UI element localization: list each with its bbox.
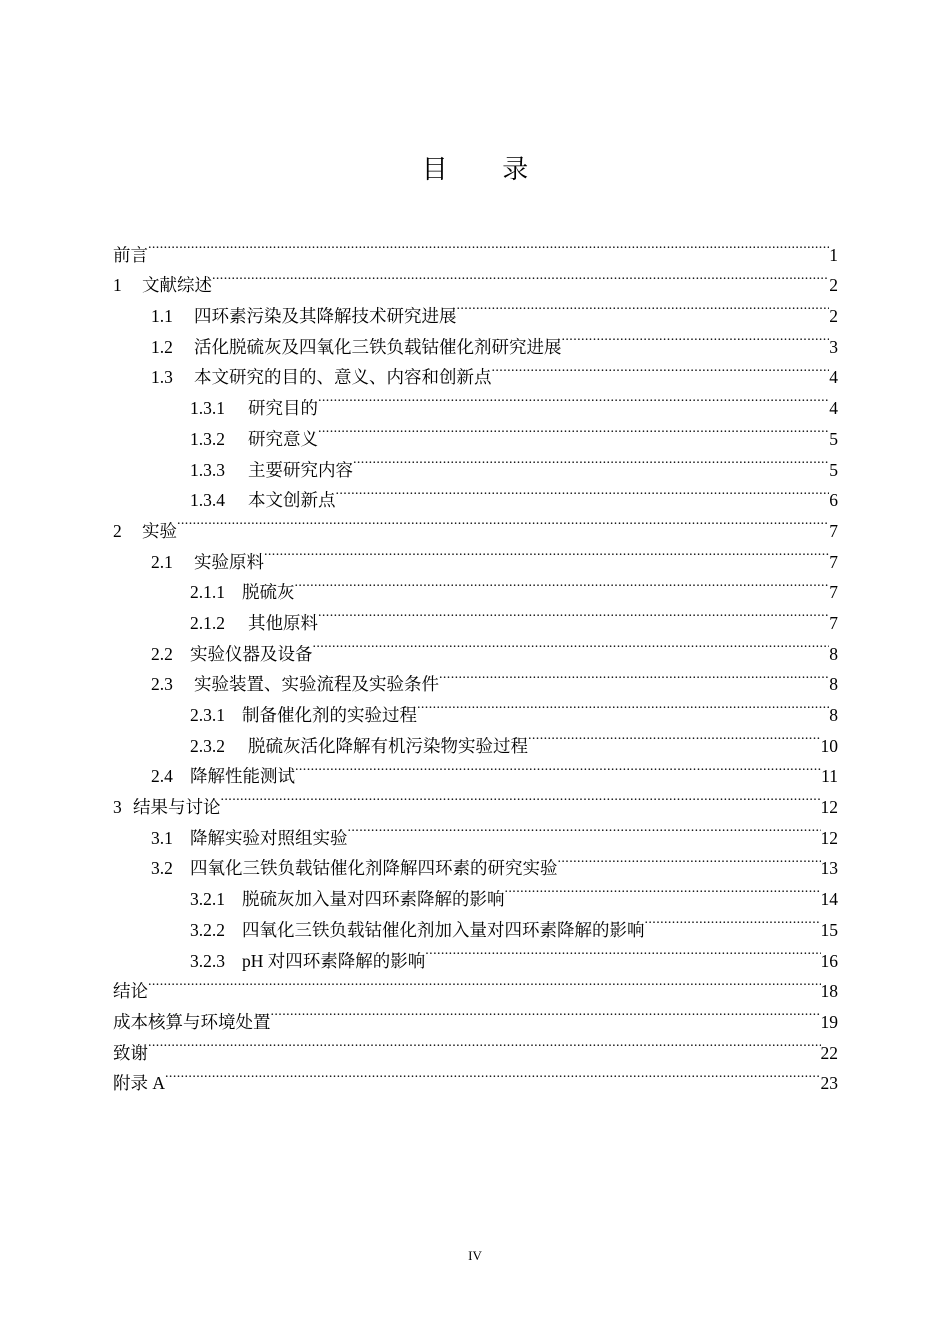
toc-page-number: 4 bbox=[829, 398, 838, 419]
toc-entry-number: 2.4 bbox=[151, 766, 173, 787]
toc-entry-chapter-1[interactable] bbox=[113, 261, 838, 296]
toc-page-number: 16 bbox=[820, 950, 838, 971]
toc-page-number: 15 bbox=[820, 919, 838, 940]
toc-entry-number: 2.2 bbox=[151, 643, 173, 664]
toc-dot-leader bbox=[165, 1059, 820, 1090]
toc-page-number: 23 bbox=[820, 1073, 838, 1094]
toc-page-number: 14 bbox=[820, 889, 838, 910]
toc-dot-leader bbox=[457, 291, 830, 322]
toc-entry-text: 活化脱硫灰及四氧化三铁负载钴催化剂研究进展 bbox=[194, 336, 562, 357]
toc-page-number: 7 bbox=[829, 520, 838, 541]
toc-entry-text: 致谢 bbox=[113, 1042, 148, 1063]
toc-dot-leader bbox=[439, 660, 829, 691]
toc-entry-text: 脱硫灰加入量对四环素降解的影响 bbox=[242, 889, 505, 910]
toc-entry-number: 1.3.3 bbox=[190, 459, 225, 480]
toc-dot-leader bbox=[645, 905, 821, 936]
toc-entry-number: 1.2 bbox=[151, 336, 173, 357]
toc-entry-chapter-2[interactable] bbox=[113, 506, 838, 541]
toc-entry-text: 四氧化三铁负载钴催化剂降解四环素的研究实验 bbox=[190, 858, 558, 879]
toc-dot-leader bbox=[353, 445, 829, 476]
toc-page-number: 1 bbox=[829, 244, 838, 265]
toc-dot-leader bbox=[562, 322, 830, 353]
toc-dot-leader bbox=[295, 752, 821, 783]
toc-entry-number: 1.3.2 bbox=[190, 428, 225, 449]
page-footer bbox=[0, 1247, 950, 1265]
toc-dot-leader bbox=[492, 353, 830, 384]
toc-entry-text: 制备催化剂的实验过程 bbox=[242, 705, 417, 725]
toc-dot-leader bbox=[318, 414, 829, 445]
toc-page-number: 12 bbox=[820, 827, 838, 848]
toc-entry-preface[interactable] bbox=[113, 230, 838, 265]
toc-page-number: 8 bbox=[829, 705, 838, 725]
toc-entry-text: 研究意义 bbox=[248, 428, 318, 449]
toc-entry-text: 成本核算与环境处置 bbox=[113, 1011, 271, 1032]
toc-page-number: 2 bbox=[829, 275, 838, 296]
toc-entry-text: 本文研究的目的、意义、内容和创新点 bbox=[194, 367, 492, 388]
toc-page-number: 5 bbox=[829, 459, 838, 480]
table-of-contents bbox=[113, 230, 838, 1094]
toc-dot-leader bbox=[417, 690, 829, 721]
toc-entry-number: 3 bbox=[113, 797, 122, 818]
toc-heading: 目 录 bbox=[421, 155, 553, 184]
footer-page-number: IV bbox=[468, 1248, 482, 1263]
toc-page-number: 18 bbox=[820, 981, 838, 1002]
toc-page-number: 7 bbox=[829, 582, 838, 603]
toc-entry-text: 附录 A bbox=[113, 1073, 166, 1094]
toc-entry-number: 1 bbox=[113, 275, 122, 296]
toc-entry-text: 文献综述 bbox=[142, 275, 212, 296]
toc-entry-number: 2.1.1 bbox=[190, 582, 225, 603]
toc-entry-number: 3.2 bbox=[151, 858, 173, 879]
toc-page-number: 5 bbox=[829, 428, 838, 449]
toc-entry-text: 实验原料 bbox=[194, 551, 264, 572]
toc-entry-text: 前言 bbox=[113, 244, 148, 265]
toc-entry-1-1[interactable] bbox=[113, 291, 838, 327]
toc-page-number: 4 bbox=[829, 367, 838, 388]
toc-dot-leader bbox=[221, 782, 821, 813]
toc-page-number: 12 bbox=[820, 797, 838, 818]
toc-entry-number: 3.2.2 bbox=[190, 919, 225, 940]
toc-entry-text: 脱硫灰 bbox=[242, 582, 295, 603]
toc-entry-number: 2 bbox=[113, 520, 122, 541]
toc-dot-leader bbox=[264, 537, 829, 568]
toc-dot-leader bbox=[528, 721, 821, 752]
toc-entry-number: 2.3.2 bbox=[190, 735, 225, 756]
toc-dot-leader bbox=[271, 997, 821, 1028]
toc-page-number: 7 bbox=[829, 612, 838, 633]
toc-dot-leader bbox=[295, 568, 830, 599]
toc-dot-leader bbox=[318, 598, 829, 629]
toc-entry-number: 2.3.1 bbox=[190, 705, 225, 725]
toc-dot-leader bbox=[348, 813, 821, 844]
toc-page-number: 10 bbox=[820, 735, 838, 756]
toc-page-number: 6 bbox=[829, 490, 838, 511]
toc-entry-text: 四氧化三铁负载钴催化剂加入量对四环素降解的影响 bbox=[242, 919, 645, 940]
toc-entry-cost-accounting[interactable] bbox=[113, 997, 838, 1032]
toc-entry-text: 四环素污染及其降解技术研究进展 bbox=[194, 306, 457, 327]
toc-entry-text: 本文创新点 bbox=[248, 490, 336, 511]
toc-entry-text: 结论 bbox=[113, 981, 148, 1002]
toc-entry-text: 实验装置、实验流程及实验条件 bbox=[194, 674, 439, 695]
toc-dot-leader bbox=[148, 967, 821, 998]
toc-entry-number: 3.2.3 bbox=[190, 950, 225, 971]
toc-entry-number: 1.3 bbox=[151, 367, 173, 388]
toc-entry-number: 1.3.1 bbox=[190, 398, 225, 419]
toc-entry-number: 2.1 bbox=[151, 551, 173, 572]
toc-page-number: 8 bbox=[829, 674, 838, 695]
toc-dot-leader bbox=[425, 936, 820, 967]
toc-dot-leader bbox=[148, 230, 829, 261]
toc-page-number: 13 bbox=[820, 858, 838, 879]
toc-entry-text: 实验 bbox=[142, 520, 177, 541]
toc-dot-leader bbox=[558, 844, 821, 875]
toc-entry-text: 降解实验对照组实验 bbox=[190, 827, 348, 848]
toc-entry-number: 2.1.2 bbox=[190, 612, 225, 633]
page-title bbox=[0, 150, 950, 190]
toc-dot-leader bbox=[148, 1028, 821, 1059]
toc-entry-number: 3.2.1 bbox=[190, 889, 225, 910]
toc-entry-text: 降解性能测试 bbox=[190, 766, 295, 787]
toc-dot-leader bbox=[318, 383, 829, 414]
toc-entry-acknowledgements[interactable] bbox=[113, 1028, 838, 1063]
toc-dot-leader bbox=[212, 261, 829, 292]
toc-entry-text: 研究目的 bbox=[248, 398, 318, 419]
toc-entry-text: 结果与讨论 bbox=[133, 797, 221, 818]
toc-page-number: 19 bbox=[820, 1011, 838, 1032]
toc-page-number: 7 bbox=[829, 551, 838, 572]
toc-entry-text: 脱硫灰活化降解有机污染物实验过程 bbox=[248, 735, 528, 756]
toc-entry-text: pH 对四环素降解的影响 bbox=[242, 950, 426, 971]
toc-page-number: 8 bbox=[829, 643, 838, 664]
toc-entry-number: 2.3 bbox=[151, 674, 173, 695]
toc-entry-text: 其他原料 bbox=[248, 612, 318, 633]
toc-entry-2-1[interactable] bbox=[113, 537, 838, 572]
toc-entry-text: 主要研究内容 bbox=[248, 459, 353, 480]
toc-entry-appendix-a[interactable] bbox=[113, 1059, 838, 1094]
toc-entry-chapter-3[interactable] bbox=[113, 782, 838, 818]
toc-entry-conclusion[interactable] bbox=[113, 967, 838, 1002]
toc-entry-number: 1.3.4 bbox=[190, 490, 225, 511]
toc-page-number: 3 bbox=[829, 336, 838, 357]
toc-entry-text: 实验仪器及设备 bbox=[190, 643, 313, 664]
toc-dot-leader bbox=[177, 506, 829, 537]
toc-page-number: 11 bbox=[821, 766, 838, 787]
toc-page-number: 22 bbox=[820, 1042, 838, 1063]
toc-page-number: 2 bbox=[829, 306, 838, 327]
toc-dot-leader bbox=[313, 629, 830, 660]
toc-dot-leader bbox=[336, 476, 830, 507]
toc-dot-leader bbox=[505, 874, 821, 905]
toc-entry-number: 3.1 bbox=[151, 827, 173, 848]
toc-entry-number: 1.1 bbox=[151, 306, 173, 327]
toc-entry-3-1[interactable] bbox=[113, 813, 838, 848]
